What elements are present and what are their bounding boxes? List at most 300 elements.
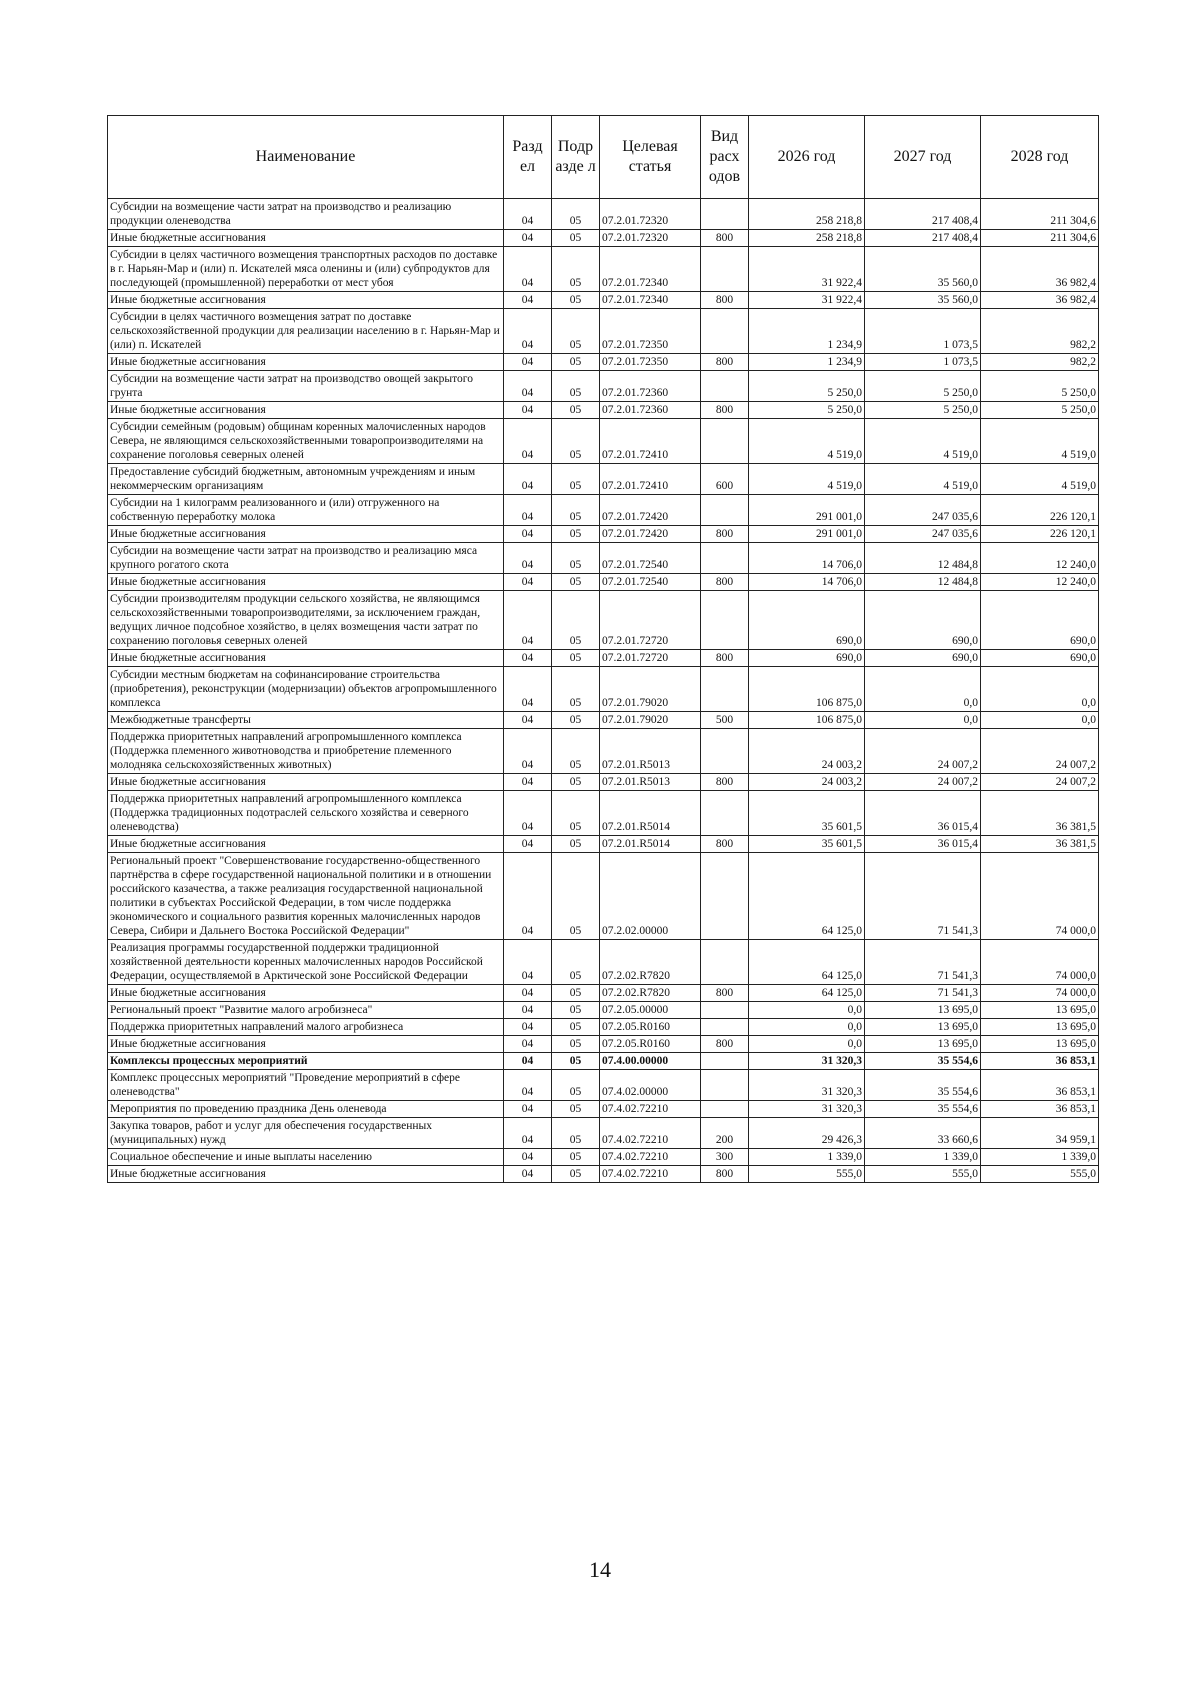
table-row (108, 791, 1099, 836)
cell-2027: 1 073,5 (865, 309, 981, 354)
cell-2026: 64 125,0 (749, 985, 865, 1002)
cell-2027: 1 073,5 (865, 354, 981, 371)
cell-2028: 36 381,5 (981, 836, 1099, 853)
cell-expense-type (701, 791, 749, 836)
cell-target-article: 07.2.01.72350 (600, 309, 701, 354)
cell-target-article: 07.2.01.72360 (600, 371, 701, 402)
cell-2028: 74 000,0 (981, 940, 1099, 985)
cell-2028: 0,0 (981, 667, 1099, 712)
cell-subsection: 05 (552, 526, 600, 543)
cell-target-article: 07.4.02.00000 (600, 1070, 701, 1101)
cell-2028: 5 250,0 (981, 371, 1099, 402)
cell-2027: 35 554,6 (865, 1101, 981, 1118)
cell-section: 04 (504, 371, 552, 402)
cell-section: 04 (504, 1002, 552, 1019)
cell-2028: 226 120,1 (981, 526, 1099, 543)
cell-name: Иные бюджетные ассигнования (108, 526, 504, 543)
cell-section: 04 (504, 495, 552, 526)
cell-target-article: 07.2.01.72340 (600, 247, 701, 292)
cell-target-article: 07.2.01.R5014 (600, 836, 701, 853)
cell-expense-type (701, 371, 749, 402)
header-section: Разд ел (504, 116, 552, 199)
table-row (108, 247, 1099, 292)
cell-2028: 36 982,4 (981, 247, 1099, 292)
cell-2028: 12 240,0 (981, 574, 1099, 591)
cell-subsection: 05 (552, 1019, 600, 1036)
cell-expense-type (701, 853, 749, 940)
cell-target-article: 07.2.02.R7820 (600, 985, 701, 1002)
cell-2027: 247 035,6 (865, 526, 981, 543)
cell-2027: 217 408,4 (865, 199, 981, 230)
cell-subsection: 05 (552, 1101, 600, 1118)
table-row (108, 1149, 1099, 1166)
cell-2028: 4 519,0 (981, 419, 1099, 464)
cell-2026: 1 339,0 (749, 1149, 865, 1166)
cell-expense-type (701, 729, 749, 774)
cell-2028: 982,2 (981, 309, 1099, 354)
cell-2026: 4 519,0 (749, 464, 865, 495)
cell-expense-type: 800 (701, 230, 749, 247)
cell-name: Субсидии местным бюджетам на софинансирование строительства (приобретения), реконструкции (модернизации) объектов агропромышленного комплекса (108, 667, 504, 712)
table-row (108, 729, 1099, 774)
cell-name: Предоставление субсидий бюджетным, автономным учреждениям и иным некоммерческим организациям (108, 464, 504, 495)
cell-2027: 36 015,4 (865, 836, 981, 853)
cell-expense-type (701, 940, 749, 985)
cell-2028: 982,2 (981, 354, 1099, 371)
cell-name: Социальное обеспечение и иные выплаты населению (108, 1149, 504, 1166)
cell-section: 04 (504, 774, 552, 791)
table-row (108, 1002, 1099, 1019)
cell-2027: 24 007,2 (865, 774, 981, 791)
cell-2028: 12 240,0 (981, 543, 1099, 574)
table-row (108, 1070, 1099, 1101)
table-row (108, 419, 1099, 464)
cell-2026: 258 218,8 (749, 199, 865, 230)
cell-expense-type (701, 1101, 749, 1118)
cell-expense-type (701, 1053, 749, 1070)
cell-name: Межбюджетные трансферты (108, 712, 504, 729)
table-row (108, 526, 1099, 543)
cell-target-article: 07.4.02.72210 (600, 1118, 701, 1149)
cell-target-article: 07.2.01.72540 (600, 543, 701, 574)
cell-name: Иные бюджетные ассигнования (108, 836, 504, 853)
table-row (108, 495, 1099, 526)
cell-2027: 4 519,0 (865, 419, 981, 464)
cell-subsection: 05 (552, 495, 600, 526)
cell-2028: 226 120,1 (981, 495, 1099, 526)
cell-name: Комплексы процессных мероприятий (108, 1053, 504, 1070)
cell-expense-type: 800 (701, 836, 749, 853)
header-subsection: Подр азде л (552, 116, 600, 199)
cell-subsection: 05 (552, 1070, 600, 1101)
cell-subsection: 05 (552, 574, 600, 591)
cell-name: Поддержка приоритетных направлений малого агробизнеса (108, 1019, 504, 1036)
cell-expense-type (701, 1002, 749, 1019)
cell-expense-type: 800 (701, 574, 749, 591)
cell-2027: 5 250,0 (865, 402, 981, 419)
table-row (108, 1019, 1099, 1036)
cell-section: 04 (504, 1101, 552, 1118)
cell-2026: 24 003,2 (749, 774, 865, 791)
cell-subsection: 05 (552, 230, 600, 247)
cell-section: 04 (504, 1036, 552, 1053)
cell-2028: 34 959,1 (981, 1118, 1099, 1149)
cell-section: 04 (504, 836, 552, 853)
cell-subsection: 05 (552, 292, 600, 309)
cell-subsection: 05 (552, 791, 600, 836)
table-row (108, 309, 1099, 354)
cell-expense-type (701, 495, 749, 526)
cell-expense-type (701, 419, 749, 464)
cell-expense-type (701, 1070, 749, 1101)
cell-name: Поддержка приоритетных направлений агропромышленного комплекса (Поддержка племенного животноводства и приобретение племенного молодняка сельскохозяйственных животных) (108, 729, 504, 774)
cell-2028: 13 695,0 (981, 1019, 1099, 1036)
cell-2027: 12 484,8 (865, 574, 981, 591)
cell-expense-type (701, 543, 749, 574)
cell-expense-type (701, 667, 749, 712)
cell-name: Иные бюджетные ассигнования (108, 402, 504, 419)
cell-2028: 555,0 (981, 1166, 1099, 1183)
cell-target-article: 07.2.01.72420 (600, 495, 701, 526)
cell-2028: 690,0 (981, 591, 1099, 650)
table-row (108, 230, 1099, 247)
cell-name: Субсидии производителям продукции сельского хозяйства, не являющимся сельскохозяйственными товаропроизводителями, за исключением граждан, ведущих личное подсобное хозяйство, в целях возмещения части затрат по сохранению поголовья северных оленей (108, 591, 504, 650)
cell-2027: 33 660,6 (865, 1118, 981, 1149)
cell-2026: 1 234,9 (749, 354, 865, 371)
cell-2028: 36 853,1 (981, 1070, 1099, 1101)
cell-2026: 106 875,0 (749, 712, 865, 729)
cell-target-article: 07.2.02.00000 (600, 853, 701, 940)
cell-subsection: 05 (552, 591, 600, 650)
cell-section: 04 (504, 940, 552, 985)
table-row (108, 199, 1099, 230)
cell-subsection: 05 (552, 650, 600, 667)
cell-target-article: 07.4.02.72210 (600, 1101, 701, 1118)
cell-2026: 0,0 (749, 1036, 865, 1053)
cell-target-article: 07.2.01.R5013 (600, 729, 701, 774)
cell-section: 04 (504, 309, 552, 354)
cell-target-article: 07.2.01.72410 (600, 464, 701, 495)
cell-target-article: 07.2.01.72340 (600, 292, 701, 309)
cell-section: 04 (504, 712, 552, 729)
cell-2026: 291 001,0 (749, 495, 865, 526)
table-row (108, 1118, 1099, 1149)
cell-subsection: 05 (552, 1166, 600, 1183)
cell-subsection: 05 (552, 371, 600, 402)
cell-section: 04 (504, 729, 552, 774)
cell-subsection: 05 (552, 402, 600, 419)
cell-subsection: 05 (552, 354, 600, 371)
header-target-article: Целевая статья (600, 116, 701, 199)
cell-target-article: 07.2.01.79020 (600, 667, 701, 712)
cell-name: Региональный проект "Совершенствование государственно-общественного партнёрства в сфере государственной национальной политики и в отношении российского казачества, а также реализация государственной национальной политики в субъектах Российской Федерации, в том числе поддержка экономического и социального развития коренных малочисленных народов Севера, Сибири и Дальнего Востока Российской Федерации" (108, 853, 504, 940)
cell-target-article: 07.2.05.R0160 (600, 1036, 701, 1053)
cell-subsection: 05 (552, 1118, 600, 1149)
cell-2028: 4 519,0 (981, 464, 1099, 495)
table-row (108, 712, 1099, 729)
cell-2027: 35 554,6 (865, 1053, 981, 1070)
cell-2028: 36 982,4 (981, 292, 1099, 309)
cell-2027: 71 541,3 (865, 985, 981, 1002)
cell-target-article: 07.2.01.72360 (600, 402, 701, 419)
cell-2026: 31 320,3 (749, 1070, 865, 1101)
cell-2028: 5 250,0 (981, 402, 1099, 419)
cell-2026: 31 922,4 (749, 292, 865, 309)
cell-2028: 211 304,6 (981, 199, 1099, 230)
page-number: 14 (589, 1557, 611, 1582)
cell-2027: 690,0 (865, 650, 981, 667)
cell-subsection: 05 (552, 247, 600, 292)
cell-target-article: 07.4.00.00000 (600, 1053, 701, 1070)
cell-name: Комплекс процессных мероприятий "Проведение мероприятий в сфере оленеводства" (108, 1070, 504, 1101)
cell-2026: 258 218,8 (749, 230, 865, 247)
cell-2028: 24 007,2 (981, 774, 1099, 791)
table-row (108, 574, 1099, 591)
cell-2026: 14 706,0 (749, 543, 865, 574)
cell-target-article: 07.2.01.72320 (600, 199, 701, 230)
table-row (108, 985, 1099, 1002)
cell-subsection: 05 (552, 940, 600, 985)
table-row (108, 853, 1099, 940)
cell-section: 04 (504, 419, 552, 464)
cell-2027: 247 035,6 (865, 495, 981, 526)
cell-2028: 74 000,0 (981, 985, 1099, 1002)
cell-name: Субсидии на возмещение части затрат на производство овощей закрытого грунта (108, 371, 504, 402)
cell-2027: 690,0 (865, 591, 981, 650)
table-row (108, 1166, 1099, 1183)
cell-2026: 24 003,2 (749, 729, 865, 774)
cell-expense-type (701, 247, 749, 292)
table-row (108, 354, 1099, 371)
cell-section: 04 (504, 402, 552, 419)
cell-2028: 1 339,0 (981, 1149, 1099, 1166)
cell-2028: 13 695,0 (981, 1002, 1099, 1019)
cell-name: Иные бюджетные ассигнования (108, 230, 504, 247)
cell-2027: 555,0 (865, 1166, 981, 1183)
cell-2028: 690,0 (981, 650, 1099, 667)
cell-2026: 106 875,0 (749, 667, 865, 712)
cell-2026: 1 234,9 (749, 309, 865, 354)
cell-2027: 4 519,0 (865, 464, 981, 495)
cell-2026: 555,0 (749, 1166, 865, 1183)
table-header-row (108, 116, 1099, 199)
table-row (108, 464, 1099, 495)
cell-target-article: 07.2.01.R5014 (600, 791, 701, 836)
table-row (108, 836, 1099, 853)
table-row (108, 774, 1099, 791)
cell-2027: 0,0 (865, 712, 981, 729)
cell-2026: 31 320,3 (749, 1053, 865, 1070)
cell-name: Субсидии на 1 килограмм реализованного и (или) отгруженного на собственную переработку молока (108, 495, 504, 526)
cell-2027: 13 695,0 (865, 1036, 981, 1053)
cell-2027: 35 554,6 (865, 1070, 981, 1101)
cell-target-article: 07.2.01.72420 (600, 526, 701, 543)
cell-target-article: 07.2.01.79020 (600, 712, 701, 729)
cell-section: 04 (504, 1149, 552, 1166)
table-row (108, 650, 1099, 667)
cell-expense-type: 800 (701, 774, 749, 791)
cell-2027: 5 250,0 (865, 371, 981, 402)
cell-expense-type: 600 (701, 464, 749, 495)
cell-expense-type: 800 (701, 650, 749, 667)
cell-name: Иные бюджетные ассигнования (108, 292, 504, 309)
cell-2026: 14 706,0 (749, 574, 865, 591)
cell-name: Поддержка приоритетных направлений агропромышленного комплекса (Поддержка традиционных подотраслей сельского хозяйства и северного оленеводства) (108, 791, 504, 836)
cell-name: Реализация программы государственной поддержки традиционной хозяйственной деятельности коренных малочисленных народов Российской Федерации, осуществляемой в Арктической зоне Российской Федерации (108, 940, 504, 985)
cell-2026: 291 001,0 (749, 526, 865, 543)
cell-2028: 36 381,5 (981, 791, 1099, 836)
cell-target-article: 07.2.01.72540 (600, 574, 701, 591)
header-2026: 2026 год (749, 116, 865, 199)
cell-subsection: 05 (552, 543, 600, 574)
cell-name: Мероприятия по проведению праздника День оленевода (108, 1101, 504, 1118)
cell-section: 04 (504, 543, 552, 574)
cell-expense-type: 500 (701, 712, 749, 729)
cell-section: 04 (504, 292, 552, 309)
cell-expense-type: 800 (701, 985, 749, 1002)
cell-2027: 71 541,3 (865, 853, 981, 940)
cell-target-article: 07.4.02.72210 (600, 1149, 701, 1166)
cell-section: 04 (504, 1053, 552, 1070)
cell-target-article: 07.2.05.R0160 (600, 1019, 701, 1036)
cell-expense-type: 200 (701, 1118, 749, 1149)
table-row (108, 667, 1099, 712)
cell-name: Иные бюджетные ассигнования (108, 774, 504, 791)
cell-2028: 24 007,2 (981, 729, 1099, 774)
cell-name: Иные бюджетные ассигнования (108, 985, 504, 1002)
cell-2026: 29 426,3 (749, 1118, 865, 1149)
cell-section: 04 (504, 591, 552, 650)
cell-subsection: 05 (552, 853, 600, 940)
cell-subsection: 05 (552, 1036, 600, 1053)
cell-subsection: 05 (552, 1002, 600, 1019)
cell-expense-type (701, 199, 749, 230)
cell-2026: 690,0 (749, 591, 865, 650)
cell-expense-type (701, 1019, 749, 1036)
cell-expense-type: 800 (701, 526, 749, 543)
cell-name: Иные бюджетные ассигнования (108, 574, 504, 591)
cell-2028: 74 000,0 (981, 853, 1099, 940)
header-2028: 2028 год (981, 116, 1099, 199)
cell-2026: 0,0 (749, 1019, 865, 1036)
cell-name: Иные бюджетные ассигнования (108, 650, 504, 667)
cell-2028: 13 695,0 (981, 1036, 1099, 1053)
cell-2028: 36 853,1 (981, 1101, 1099, 1118)
cell-2027: 0,0 (865, 667, 981, 712)
cell-target-article: 07.2.05.00000 (600, 1002, 701, 1019)
cell-2027: 1 339,0 (865, 1149, 981, 1166)
cell-section: 04 (504, 574, 552, 591)
cell-name: Субсидии на возмещение части затрат на производство и реализацию мяса крупного рогатого скота (108, 543, 504, 574)
cell-expense-type: 800 (701, 1166, 749, 1183)
cell-name: Закупка товаров, работ и услуг для обеспечения государственных (муниципальных) нужд (108, 1118, 504, 1149)
cell-section: 04 (504, 247, 552, 292)
cell-section: 04 (504, 1070, 552, 1101)
table-row (108, 1101, 1099, 1118)
cell-2027: 35 560,0 (865, 247, 981, 292)
cell-name: Иные бюджетные ассигнования (108, 1036, 504, 1053)
cell-section: 04 (504, 199, 552, 230)
cell-subsection: 05 (552, 464, 600, 495)
header-expense-type: Вид расх одов (701, 116, 749, 199)
cell-subsection: 05 (552, 667, 600, 712)
cell-target-article: 07.2.01.72720 (600, 650, 701, 667)
cell-target-article: 07.2.01.72410 (600, 419, 701, 464)
cell-section: 04 (504, 985, 552, 1002)
cell-section: 04 (504, 791, 552, 836)
cell-2028: 211 304,6 (981, 230, 1099, 247)
cell-2027: 24 007,2 (865, 729, 981, 774)
cell-subsection: 05 (552, 1149, 600, 1166)
cell-2027: 217 408,4 (865, 230, 981, 247)
cell-expense-type: 800 (701, 354, 749, 371)
cell-expense-type: 800 (701, 1036, 749, 1053)
cell-target-article: 07.4.02.72210 (600, 1166, 701, 1183)
cell-subsection: 05 (552, 1053, 600, 1070)
cell-section: 04 (504, 354, 552, 371)
table-row (108, 292, 1099, 309)
cell-2026: 64 125,0 (749, 940, 865, 985)
cell-name: Субсидии в целях частичного возмещения транспортных расходов по доставке в г. Нарьян-Мар и (или) п. Искателей мяса оленины и (или) субпродуктов для последующей (промышленной) переработки от мест убоя (108, 247, 504, 292)
table-row (108, 402, 1099, 419)
cell-2027: 35 560,0 (865, 292, 981, 309)
cell-section: 04 (504, 650, 552, 667)
cell-2028: 0,0 (981, 712, 1099, 729)
cell-subsection: 05 (552, 985, 600, 1002)
cell-2027: 13 695,0 (865, 1019, 981, 1036)
table-row (108, 543, 1099, 574)
cell-expense-type: 800 (701, 292, 749, 309)
header-2027: 2027 год (865, 116, 981, 199)
cell-2027: 71 541,3 (865, 940, 981, 985)
cell-section: 04 (504, 230, 552, 247)
cell-subsection: 05 (552, 712, 600, 729)
cell-subsection: 05 (552, 836, 600, 853)
cell-section: 04 (504, 667, 552, 712)
cell-expense-type: 800 (701, 402, 749, 419)
cell-target-article: 07.2.01.72720 (600, 591, 701, 650)
cell-2027: 12 484,8 (865, 543, 981, 574)
table-row (108, 591, 1099, 650)
cell-expense-type (701, 591, 749, 650)
cell-2026: 64 125,0 (749, 853, 865, 940)
cell-expense-type (701, 309, 749, 354)
table-row (108, 1053, 1099, 1070)
cell-section: 04 (504, 1166, 552, 1183)
cell-name: Субсидии в целях частичного возмещения затрат по доставке сельскохозяйственной продукции для реализации населению в г. Нарьян-Мар и (или) п. Искателей (108, 309, 504, 354)
cell-2026: 31 922,4 (749, 247, 865, 292)
table-body (108, 199, 1099, 1183)
cell-2026: 35 601,5 (749, 836, 865, 853)
cell-2026: 35 601,5 (749, 791, 865, 836)
cell-target-article: 07.2.01.R5013 (600, 774, 701, 791)
cell-section: 04 (504, 526, 552, 543)
header-name: Наименование (108, 116, 504, 199)
cell-2026: 31 320,3 (749, 1101, 865, 1118)
cell-2027: 36 015,4 (865, 791, 981, 836)
cell-subsection: 05 (552, 729, 600, 774)
cell-name: Региональный проект "Развитие малого агробизнеса" (108, 1002, 504, 1019)
cell-2026: 5 250,0 (749, 371, 865, 402)
cell-2028: 36 853,1 (981, 1053, 1099, 1070)
cell-name: Субсидии на возмещение части затрат на производство и реализацию продукции оленеводства (108, 199, 504, 230)
cell-target-article: 07.2.01.72350 (600, 354, 701, 371)
cell-section: 04 (504, 1019, 552, 1036)
cell-2027: 13 695,0 (865, 1002, 981, 1019)
table-row (108, 940, 1099, 985)
cell-2026: 4 519,0 (749, 419, 865, 464)
cell-2026: 0,0 (749, 1002, 865, 1019)
